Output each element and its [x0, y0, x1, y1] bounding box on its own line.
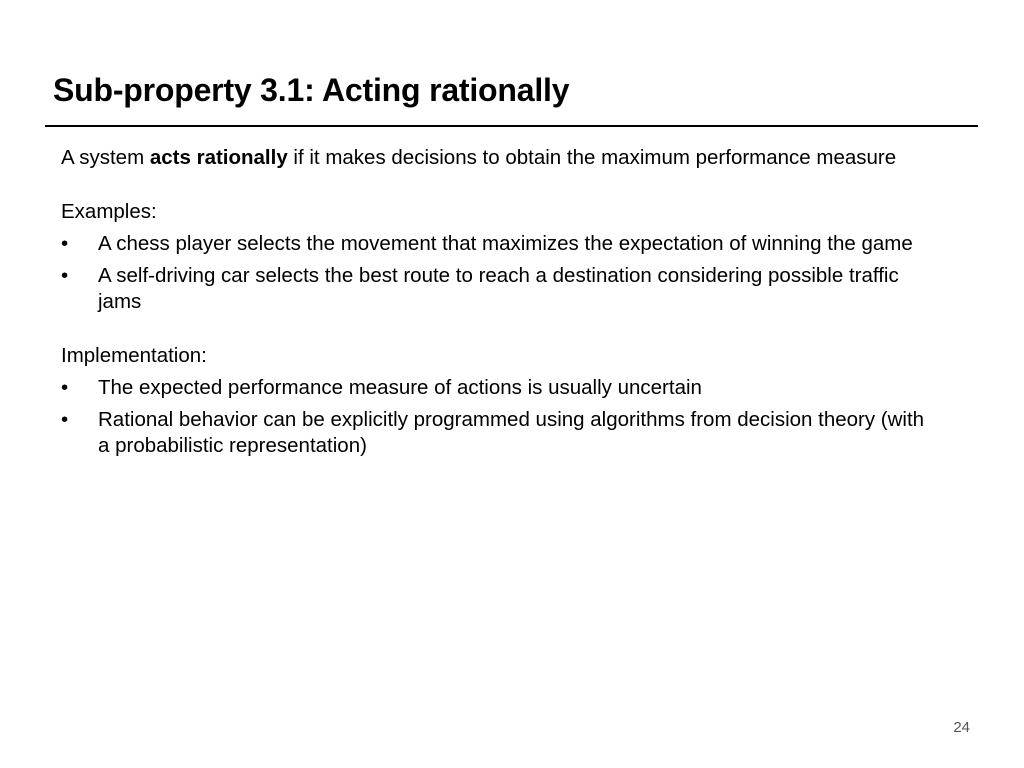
- bullet-marker: •: [61, 376, 69, 399]
- implementation-heading: Implementation:: [61, 344, 207, 367]
- slide-title: Sub-property 3.1: Acting rationally: [53, 72, 570, 108]
- list-item-text: A self-driving car selects the best route to reach a destination considering possible traffic jams: [98, 264, 899, 313]
- list-item-text: Rational behavior can be explicitly programmed using algorithms from decision theory (with a probabilistic representation): [98, 408, 925, 457]
- bullet-marker: •: [61, 264, 69, 287]
- title-divider: [45, 125, 978, 127]
- bullet-marker: •: [61, 232, 69, 255]
- examples-list: [61, 231, 941, 315]
- intro-text-end: if it makes decisions to obtain the maximum performance measure: [287, 146, 897, 169]
- list-item: [61, 263, 941, 315]
- implementation-list: [61, 375, 941, 459]
- page-number: 24: [953, 719, 970, 736]
- list-item-text: The expected performance measure of actions is usually uncertain: [98, 376, 702, 399]
- list-item: [61, 375, 941, 401]
- slide-body: [61, 145, 941, 465]
- list-item: [61, 407, 941, 459]
- intro-text-start: A system: [61, 146, 150, 169]
- intro-paragraph: [61, 145, 941, 171]
- examples-heading: Examples:: [61, 200, 157, 223]
- list-item: [61, 231, 941, 257]
- intro-bold-term: acts rationally: [149, 146, 288, 169]
- bullet-marker: •: [61, 408, 69, 431]
- list-item-text: A chess player selects the movement that maximizes the expectation of winning the game: [98, 232, 913, 255]
